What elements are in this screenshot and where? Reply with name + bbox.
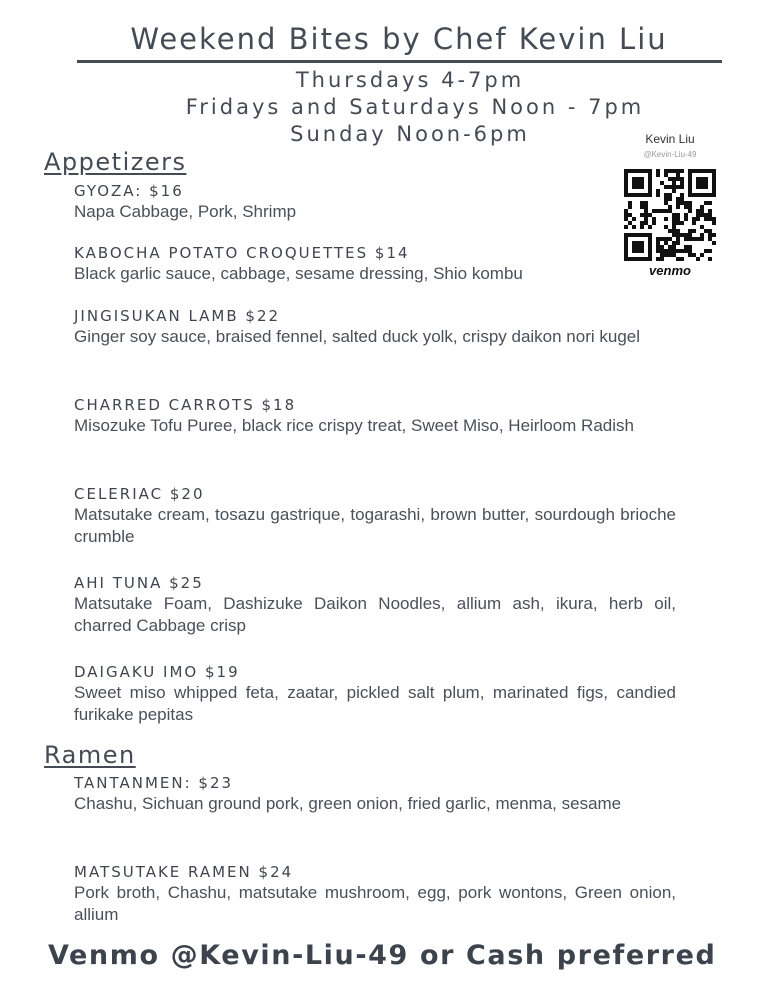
menu-item-jingisukan-lamb [74,306,676,348]
menu-item-celeriac [74,484,676,548]
venmo-logo: venmo [649,263,691,278]
menu-item-kabocha-croquettes [74,243,676,285]
hours-sunday: Sunday Noon-6pm [290,122,530,146]
item-name: CHARRED CARROTS $18 [74,396,297,414]
menu-title: Weekend Bites by Chef Kevin Liu [130,22,668,56]
item-description: Napa Cabbage, Pork, Shrimp [74,202,297,221]
menu-item-daigaku-imo [74,662,676,726]
venmo-name: Kevin Liu [645,132,695,146]
item-description: Sweet miso whipped feta, zaatar, pickled salt plum, marinated figs, candied furikake pepitas [74,683,676,724]
menu-item-matsutake-ramen [74,862,676,926]
item-name: AHI TUNA $25 [74,574,204,592]
item-description: Matsutake Foam, Dashizuke Daikon Noodles, allium ash, ikura, herb oil, charred Cabbage crisp [74,594,676,635]
section-ramen: Ramen [44,741,136,769]
item-name: KABOCHA POTATO CROQUETTES $14 [74,244,410,262]
item-description: Misozuke Tofu Puree, black rice crispy treat, Sweet Miso, Heirloom Radish [74,416,634,435]
item-name: DAIGAKU IMO $19 [74,663,240,681]
item-name: JINGISUKAN LAMB $22 [74,307,281,325]
item-description: Pork broth, Chashu, matsutake mushroom, egg, pork wontons, Green onion, allium [74,883,676,924]
menu-item-gyoza [74,181,676,223]
item-description: Ginger soy sauce, braised fennel, salted duck yolk, crispy daikon nori kugel [74,327,641,346]
menu-item-ahi-tuna [74,573,676,637]
item-name: MATSUTAKE RAMEN $24 [74,863,294,881]
item-name: TANTANMEN: $23 [74,774,234,792]
section-appetizers: Appetizers [44,148,187,176]
item-name: CELERIAC $20 [74,485,205,503]
menu-item-charred-carrots [74,395,676,437]
payment-note: Venmo @Kevin-Liu-49 or Cash preferred [48,940,717,971]
item-description: Black garlic sauce, cabbage, sesame dressing, Shio kombu [74,264,523,283]
hours-thursday: Thursdays 4-7pm [295,68,525,92]
title-divider [77,60,722,63]
item-name: GYOZA: $16 [74,182,184,200]
hours-friday-saturday: Fridays and Saturdays Noon - 7pm [185,95,645,119]
item-description: Matsutake cream, tosazu gastrique, togarashi, brown butter, sourdough brioche crumble [74,505,676,546]
venmo-handle: @Kevin-Liu-49 [643,150,697,159]
menu-item-tantanmen [74,773,676,815]
item-description: Chashu, Sichuan ground pork, green onion, fried garlic, menma, sesame [74,794,622,813]
